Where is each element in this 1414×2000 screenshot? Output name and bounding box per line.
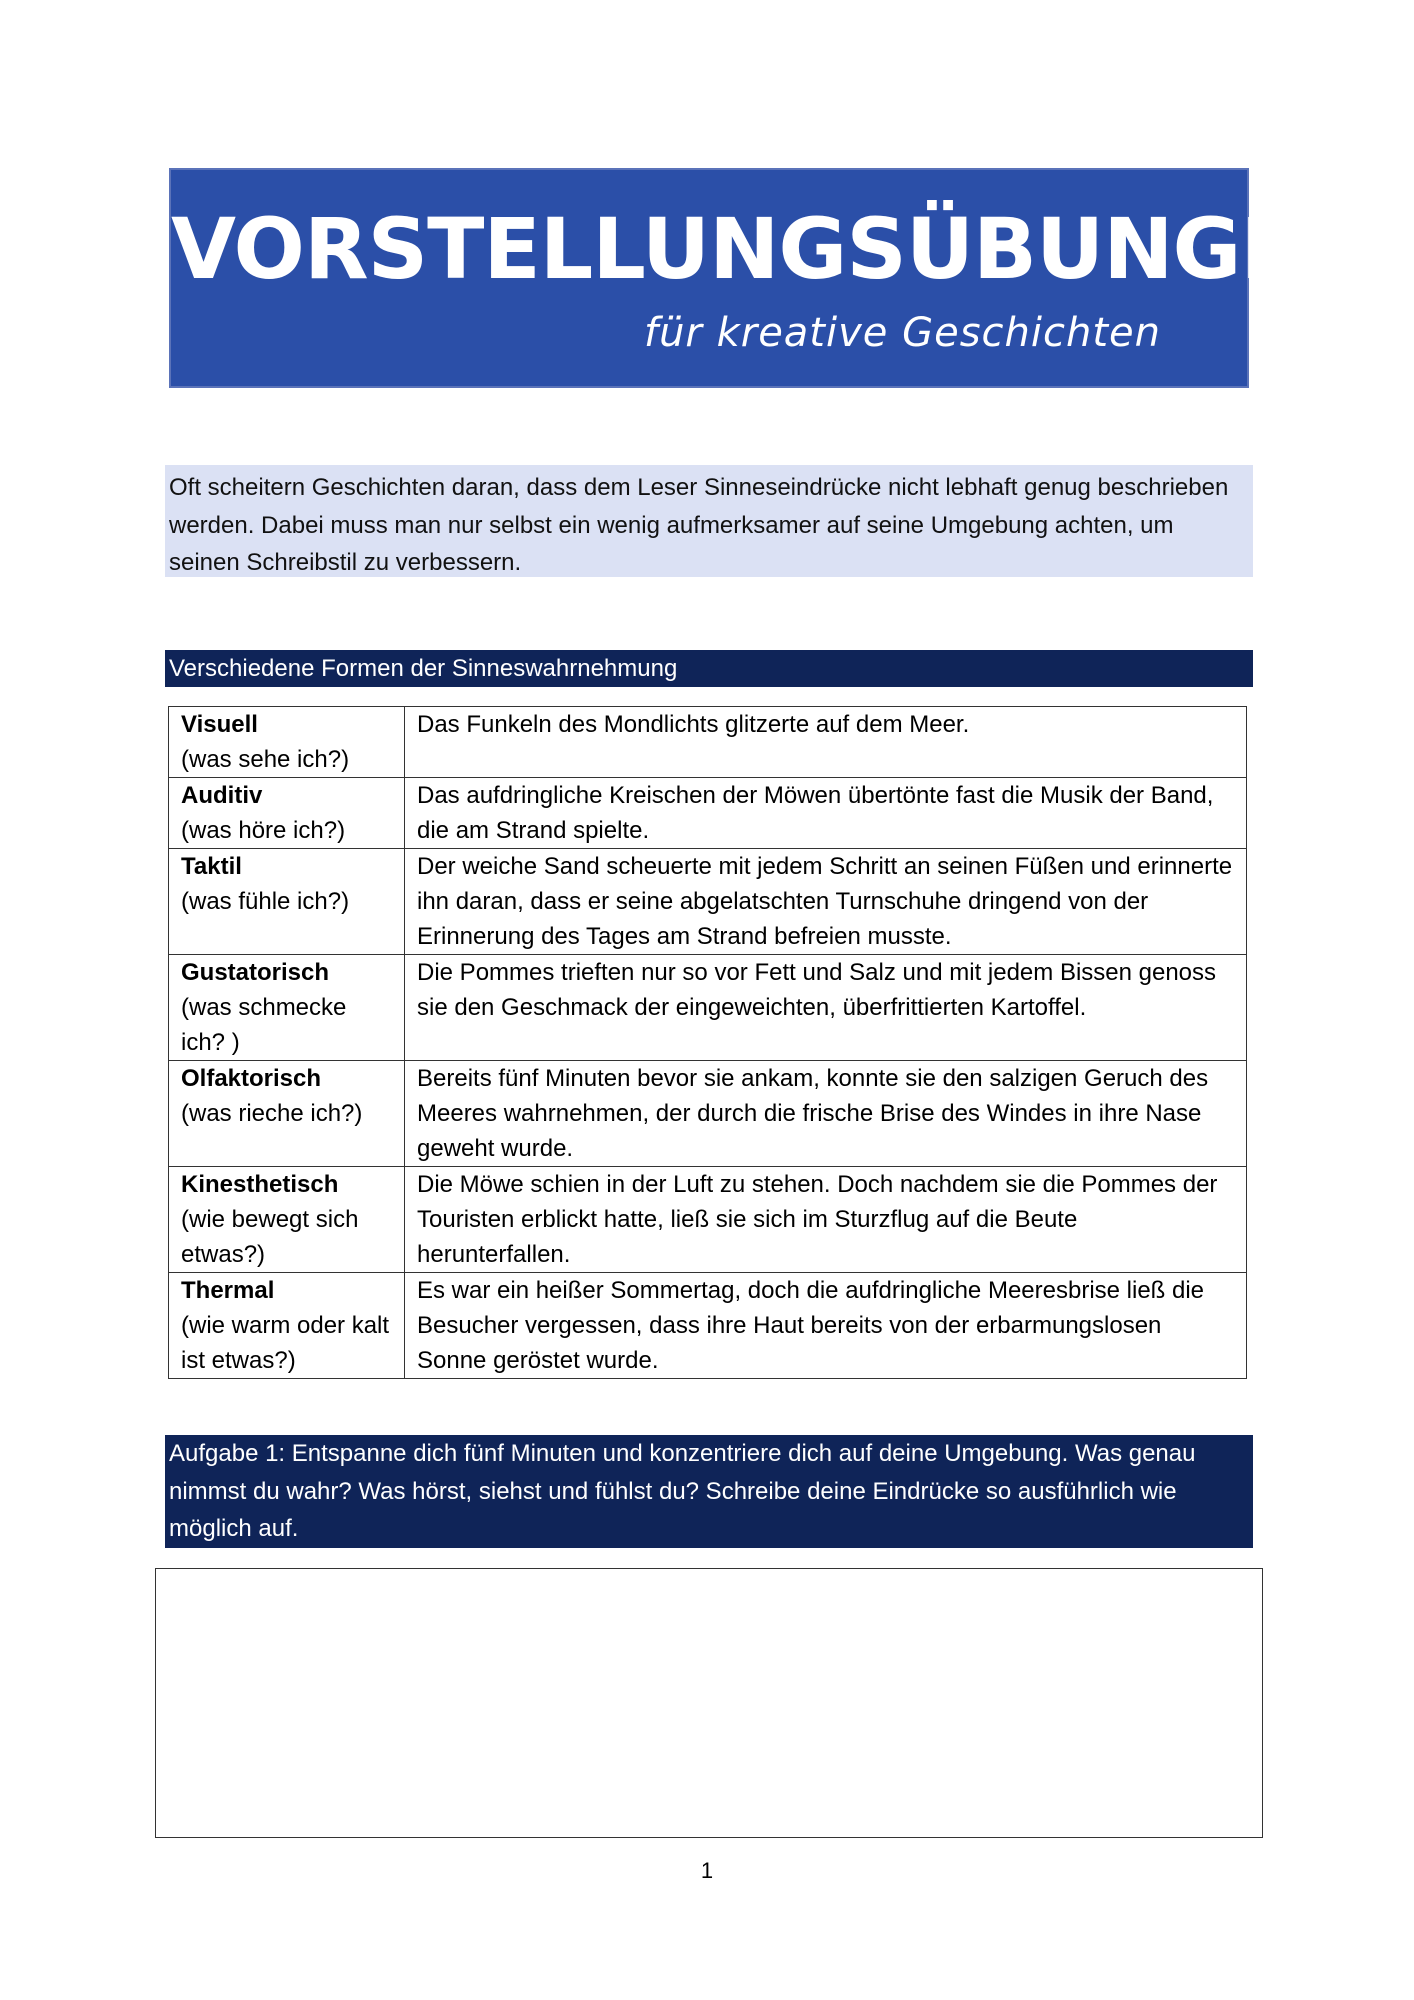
table-row bbox=[169, 778, 1247, 849]
sense-term-cell bbox=[169, 955, 405, 1061]
table-row bbox=[169, 849, 1247, 955]
title-banner bbox=[169, 168, 1367, 388]
section-heading: Verschiedene Formen der Sinneswahrnehmung bbox=[165, 650, 1253, 687]
banner-title: VORSTELLUNGSÜBUNGEN bbox=[171, 200, 1367, 298]
sense-name: Olfaktorisch bbox=[181, 1065, 322, 1092]
table-row bbox=[169, 1167, 1247, 1273]
sense-term-cell bbox=[169, 707, 405, 778]
intro-paragraph: Oft scheitern Geschichten daran, dass dem Leser Sinneseindrücke nicht lebhaft genug beschrieben werden. Dabei muss man nur selbst ein wenig aufmerksamer auf seine Umgebung achten, um seinen Schreibstil zu verbessern. bbox=[165, 465, 1253, 577]
sense-term-cell bbox=[169, 778, 405, 849]
sense-term-cell bbox=[169, 849, 405, 955]
sense-example: Die Möwe schien in der Luft zu stehen. Doch nachdem sie die Pommes der Touristen erblickt hatte, ließ sie sich im Sturzflug auf die Beute herunterfallen. bbox=[405, 1167, 1247, 1273]
sense-question: (wie warm oder kalt ist etwas?) bbox=[181, 1312, 390, 1374]
page-number: 1 bbox=[700, 1858, 714, 1883]
sense-term-cell bbox=[169, 1273, 405, 1379]
sense-example: Es war ein heißer Sommertag, doch die aufdringliche Meeresbrise ließ die Besucher vergessen, dass ihre Haut bereits von der erbarmungslosen Sonne geröstet wurde. bbox=[405, 1273, 1247, 1379]
sense-name: Gustatorisch bbox=[181, 959, 330, 986]
sense-name: Thermal bbox=[181, 1277, 275, 1304]
sense-question: (was sehe ich?) bbox=[181, 746, 350, 773]
sense-question: (was schmecke ich? ) bbox=[181, 994, 347, 1056]
table-row bbox=[169, 1273, 1247, 1379]
sense-name: Visuell bbox=[181, 711, 258, 738]
sense-example: Der weiche Sand scheuerte mit jedem Schritt an seinen Füßen und erinnerte ihn daran, dass er seine abgelatschten Turnschuhe dringend von der Erinnerung des Tages am Strand befreien musste. bbox=[405, 849, 1247, 955]
sense-name: Taktil bbox=[181, 853, 242, 880]
answer-box[interactable] bbox=[155, 1568, 1263, 1838]
sense-name: Auditiv bbox=[181, 782, 263, 809]
sense-question: (was fühle ich?) bbox=[181, 888, 350, 915]
sense-example: Die Pommes trieften nur so vor Fett und Salz und mit jedem Bissen genoss sie den Geschmack der eingeweichten, überfrittierten Kartoffel. bbox=[405, 955, 1247, 1061]
sense-term-cell bbox=[169, 1167, 405, 1273]
task-heading: Aufgabe 1: Entspanne dich fünf Minuten und konzentriere dich auf deine Umgebung. Was genau nimmst du wahr? Was hörst, siehst und fühlst du? Schreibe deine Eindrücke so ausführlich wie möglich auf. bbox=[165, 1435, 1253, 1548]
table-row bbox=[169, 1061, 1247, 1167]
sense-example: Bereits fünf Minuten bevor sie ankam, konnte sie den salzigen Geruch des Meeres wahrnehmen, der durch die frische Brise des Windes in ihre Nase geweht wurde. bbox=[405, 1061, 1247, 1167]
banner-subtitle: für kreative Geschichten bbox=[643, 310, 1161, 356]
sense-example: Das Funkeln des Mondlichts glitzerte auf dem Meer. bbox=[405, 707, 1247, 778]
table-row bbox=[169, 955, 1247, 1061]
sense-question: (was rieche ich?) bbox=[181, 1100, 363, 1127]
senses-table bbox=[168, 706, 1247, 1379]
table-row bbox=[169, 707, 1247, 778]
sense-question: (was höre ich?) bbox=[181, 817, 346, 844]
sense-question: (wie bewegt sich etwas?) bbox=[181, 1206, 359, 1268]
sense-term-cell bbox=[169, 1061, 405, 1167]
sense-example: Das aufdringliche Kreischen der Möwen übertönte fast die Musik der Band, die am Strand spielte. bbox=[405, 778, 1247, 849]
sense-name: Kinesthetisch bbox=[181, 1171, 339, 1198]
